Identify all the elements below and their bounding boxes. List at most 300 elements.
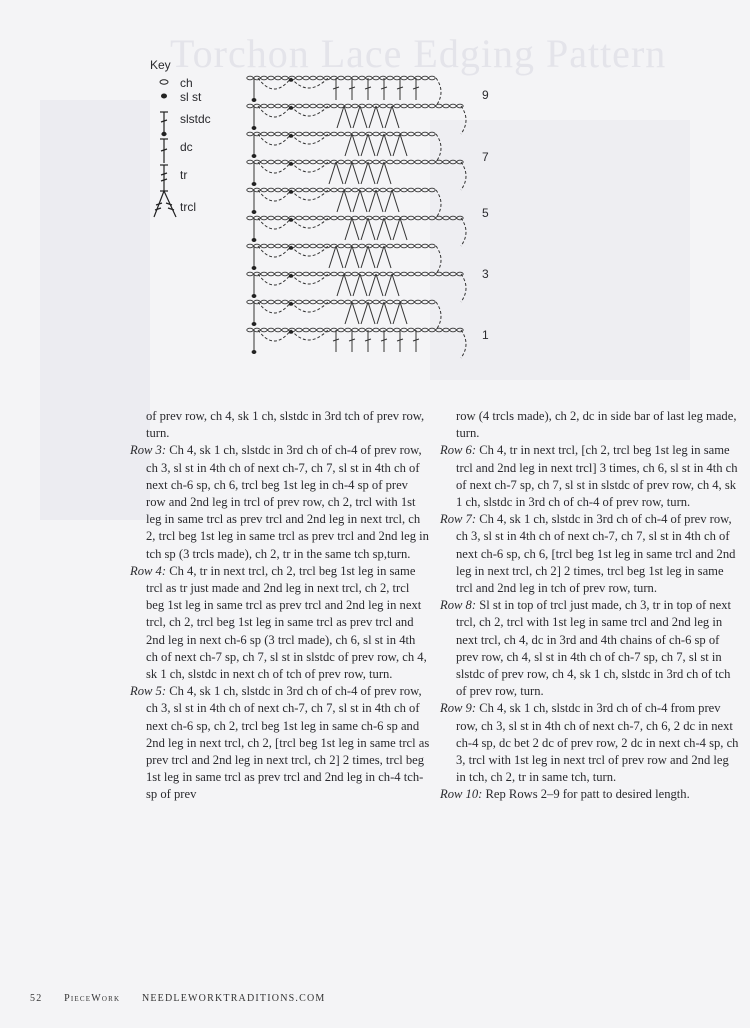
chain-stitch (247, 300, 253, 304)
trcl-leg (384, 162, 391, 184)
magazine-name: PieceWork (64, 993, 121, 1004)
chain-stitch (338, 160, 344, 164)
chain-stitch (345, 216, 351, 220)
chain-stitch (268, 76, 274, 80)
chain-stitch (373, 216, 379, 220)
chain-stitch (331, 216, 337, 220)
chain-stitch (352, 328, 358, 332)
key-label-slstdc: slstdc (180, 112, 211, 126)
chain-stitch (338, 328, 344, 332)
chain-stitch (401, 104, 407, 108)
chain-stitch (373, 132, 379, 136)
chain-stitch (401, 272, 407, 276)
chain-stitch (415, 132, 421, 136)
turning-chain (461, 274, 466, 302)
trcl-leg (336, 246, 343, 268)
chain-stitch (247, 76, 253, 80)
slip-stitch (252, 126, 257, 130)
trcl-leg (337, 274, 344, 296)
chain-stitch (247, 132, 253, 136)
chain-stitch (380, 272, 386, 276)
chain-stitch (380, 76, 386, 80)
chain-stitch (310, 160, 316, 164)
chain-stitch (275, 188, 281, 192)
chain-stitch (261, 160, 267, 164)
trcl-leg (400, 302, 407, 324)
trcl-leg (393, 218, 400, 240)
chain-stitch (261, 188, 267, 192)
row-text: Ch 4, tr in next trcl, [ch 2, trcl beg 1st leg in same trcl and 2nd leg in next trcl] 3 times, ch 6, sl st in 4th ch of next ch-7 sp, ch 7, sl st in slstdc of prev row, ch 4, sk 1 ch, slstdc in 3rd ch of ch-4 of prev row, turn. (456, 443, 738, 510)
chain-stitch (450, 272, 456, 276)
instructions-left-column (130, 408, 430, 804)
key-item-slstdc (150, 108, 220, 138)
chain-stitch (282, 132, 288, 136)
chain-stitch (443, 216, 449, 220)
row-label: Row 6: (440, 443, 477, 458)
chain-stitch (352, 188, 358, 192)
trcl-icon (150, 188, 180, 222)
instruction-paragraph (440, 700, 740, 786)
key-label-ch: ch (180, 76, 193, 90)
slip-stitch (252, 210, 257, 214)
turning-chain (436, 134, 441, 162)
chain-stitch (345, 76, 351, 80)
chain-stitch (422, 160, 428, 164)
row-number-3: 3 (482, 267, 489, 281)
chain-stitch (408, 300, 414, 304)
trcl-leg (329, 162, 336, 184)
chain-stitch (296, 160, 302, 164)
row-text: Rep Rows 2–9 for patt to desired length. (485, 787, 690, 802)
key-label-trcl: trcl (180, 200, 196, 214)
chain-stitch (261, 132, 267, 136)
trcl-leg (344, 274, 351, 296)
chain-stitch (310, 272, 316, 276)
chain-stitch (422, 244, 428, 248)
chain-stitch (303, 272, 309, 276)
chain-stitch (275, 216, 281, 220)
chain-stitch (296, 244, 302, 248)
trcl-leg (377, 134, 384, 156)
chain-stitch (422, 216, 428, 220)
chain-stitch (394, 272, 400, 276)
slip-stitch (289, 218, 293, 222)
chain-stitch (275, 300, 281, 304)
trcl-leg (345, 162, 352, 184)
chain-stitch (310, 216, 316, 220)
chain-stitch (366, 76, 372, 80)
row-text: Ch 4, sk 1 ch, slstdc in 3rd ch of ch-4 of prev row, ch 3, sl st in 4th ch of next ch-7, ch 7, sl st in 4th ch of next ch-6 sp, ch 2, trcl beg 1st leg in same ch-6 sp and 2nd leg in next trcl, ch 2, [trcl beg 1st leg in same trcl as prev trcl and 2nd leg in next trcl, ch 2] 2 times, trcl beg 1st leg in same trcl as prev trcl and 2nd leg in ch-4 tch-sp of prev (146, 684, 430, 802)
chain-stitch (359, 216, 365, 220)
chain-stitch (380, 132, 386, 136)
ch-icon (150, 76, 174, 90)
chain-stitch (401, 76, 407, 80)
slip-stitch (289, 162, 293, 166)
slstdc-icon (150, 108, 174, 138)
chain-stitch (422, 76, 428, 80)
chain-stitch (247, 216, 253, 220)
chain-stitch (282, 272, 288, 276)
chain-stitch (436, 272, 442, 276)
trcl-leg (360, 274, 367, 296)
chain-stitch (408, 104, 414, 108)
chain-stitch (345, 160, 351, 164)
chain-stitch (415, 216, 421, 220)
chain-stitch (394, 244, 400, 248)
chain-stitch (415, 272, 421, 276)
trcl-leg (377, 162, 384, 184)
chain-stitch (317, 300, 323, 304)
chain-stitch (401, 328, 407, 332)
chain-stitch (331, 272, 337, 276)
chain-stitch (408, 216, 414, 220)
chain-stitch (261, 216, 267, 220)
chain-stitch (380, 160, 386, 164)
chain-stitch (331, 132, 337, 136)
row-label: Row 5: (130, 684, 167, 699)
chain-stitch (373, 244, 379, 248)
chain-stitch (359, 160, 365, 164)
slip-stitch (252, 154, 257, 158)
turning-chain (461, 106, 466, 134)
trcl-leg (353, 106, 360, 128)
chain-stitch (352, 272, 358, 276)
slip-stitch (289, 274, 293, 278)
chain-stitch (338, 300, 344, 304)
slip-stitch (252, 294, 257, 298)
chain-stitch (303, 216, 309, 220)
chain-stitch (247, 104, 253, 108)
chain-stitch (282, 104, 288, 108)
chain-stitch (303, 244, 309, 248)
slip-stitch (289, 330, 293, 334)
chain-stitch (415, 188, 421, 192)
chain-stitch (359, 300, 365, 304)
trcl-leg (384, 246, 391, 268)
chain-stitch (408, 160, 414, 164)
chain-stitch (331, 300, 337, 304)
slip-stitch (252, 238, 257, 242)
instruction-paragraph (440, 511, 740, 597)
chain-stitch (373, 76, 379, 80)
row-label: Row 4: (130, 563, 167, 578)
trcl-leg (360, 106, 367, 128)
chain-stitch (261, 76, 267, 80)
chain-stitch (366, 188, 372, 192)
trcl-leg (392, 106, 399, 128)
ghost-title: Torchon Lace Edging Pattern (170, 31, 667, 76)
trcl-leg (369, 106, 376, 128)
chain-stitch (401, 216, 407, 220)
chain-stitch (338, 244, 344, 248)
chain-stitch (338, 216, 344, 220)
chain-stitch (408, 132, 414, 136)
chain-stitch (310, 328, 316, 332)
row-text: Sl st in top of trcl just made, ch 3, tr in top of next trcl, ch 2, trcl with 1st leg in same trcl and 2nd leg in next trcl, ch 4, dc in 3rd and 4th chains of ch-6 sp of prev row, ch 4, sl st in 4th ch of ch-7 sp, ch 7, sl st in slstdc of prev row, ch 4, sk 1 ch, slstdc in 3rd ch of tch of prev row, turn. (456, 598, 732, 699)
chain-stitch (247, 188, 253, 192)
chain-stitch (268, 104, 274, 108)
trcl-leg (377, 218, 384, 240)
trcl-leg (384, 302, 391, 324)
chain-stitch (261, 300, 267, 304)
chain-stitch (408, 272, 414, 276)
chain-stitch (359, 328, 365, 332)
chain-stitch (317, 216, 323, 220)
trcl-leg (377, 302, 384, 324)
chain-stitch (401, 160, 407, 164)
chain-stitch (366, 244, 372, 248)
chain-stitch (296, 132, 302, 136)
chain-stitch (275, 272, 281, 276)
row-text: row (4 trcls made), ch 2, dc in side bar of last leg made, turn. (456, 409, 737, 441)
slip-stitch (252, 266, 257, 270)
chain-stitch (303, 76, 309, 80)
turning-chain (436, 190, 441, 218)
trcl-leg (352, 302, 359, 324)
trcl-leg (344, 106, 351, 128)
chain-stitch (296, 188, 302, 192)
chain-stitch (443, 328, 449, 332)
chain-stitch (282, 160, 288, 164)
chain-stitch (429, 216, 435, 220)
trcl-leg (345, 218, 352, 240)
chain-stitch (317, 272, 323, 276)
chain-stitch (261, 328, 267, 332)
row-label: Row 10: (440, 787, 483, 802)
chain-stitch (268, 300, 274, 304)
instruction-paragraph (440, 442, 740, 511)
turning-chain (436, 78, 441, 106)
chain-stitch (275, 244, 281, 248)
chain-stitch (331, 188, 337, 192)
trcl-leg (368, 302, 375, 324)
chain-stitch (366, 272, 372, 276)
chain-stitch (275, 104, 281, 108)
chain-stitch (275, 132, 281, 136)
slip-stitch (252, 98, 257, 102)
chain-stitch (436, 328, 442, 332)
chain-stitch (296, 300, 302, 304)
chain-stitch (429, 104, 435, 108)
chain-stitch (380, 216, 386, 220)
key-item-trcl (150, 188, 220, 218)
chain-stitch (387, 244, 393, 248)
chain-stitch (247, 328, 253, 332)
chain-stitch (317, 188, 323, 192)
chain-stitch (268, 188, 274, 192)
trcl-leg (400, 134, 407, 156)
chain-stitch (429, 132, 435, 136)
chain-stitch (408, 328, 414, 332)
instruction-paragraph (440, 408, 740, 442)
row-number-9: 9 (482, 88, 489, 102)
chain-stitch (387, 328, 393, 332)
chain-stitch (387, 132, 393, 136)
trcl-leg (329, 246, 336, 268)
trcl-leg (345, 246, 352, 268)
chain-stitch (282, 216, 288, 220)
chain-stitch (387, 300, 393, 304)
website: NEEDLEWORKTRADITIONS.COM (141, 993, 326, 1004)
row-text: Ch 4, tr in next trcl, ch 2, trcl beg 1st leg in same trcl as tr just made and 2nd leg in next trcl, ch 2, trcl beg 1st leg in same trcl as prev trcl and 2nd leg in next trcl, ch 2, trcl beg 1st leg in same trcl as prev trcl and 2nd leg in next ch-6 sp (3 trcl made), ch 6, sl st in 4th ch of next ch-7 sp, ch 7, sl st in slstdc of prev row, ch 4, sk 1 ch, slstdc in next ch of tch of prev row, turn. (146, 563, 427, 682)
trcl-leg (384, 134, 391, 156)
chain-stitch (429, 188, 435, 192)
chain-stitch (373, 160, 379, 164)
chain-stitch (415, 300, 421, 304)
chain-stitch (296, 216, 302, 220)
row-text: Ch 4, sk 1 ch, slstdc in 3rd ch of ch-4 from prev row, ch 3, sl st in 4th ch of next ch-7, ch 6, 2 dc in next ch-4 sp, dc bet 2 dc of prev row, 2 dc in next ch-4 sp, ch 3, trcl with 1st leg in next trcl of prev row and 2nd leg in tch, ch 2, tr in same tch, turn. (456, 701, 739, 785)
chain-stitch (422, 104, 428, 108)
chain-stitch (429, 160, 435, 164)
key-label-tr: tr (180, 168, 188, 182)
row-label: Row 8: (440, 598, 477, 613)
slip-stitch (289, 246, 293, 250)
chain-stitch (408, 244, 414, 248)
trcl-leg (361, 302, 368, 324)
instruction-paragraph (130, 683, 430, 803)
slip-stitch (289, 190, 293, 194)
page-footer (30, 993, 343, 1004)
chain-stitch (317, 132, 323, 136)
chain-stitch (345, 132, 351, 136)
chain-stitch (401, 188, 407, 192)
chain-stitch (443, 104, 449, 108)
chain-stitch (275, 76, 281, 80)
chain-stitch (450, 160, 456, 164)
chain-stitch (247, 244, 253, 248)
trcl-leg (336, 162, 343, 184)
trcl-leg (400, 218, 407, 240)
chain-stitch (261, 244, 267, 248)
page-number: 52 (30, 993, 43, 1004)
chain-stitch (450, 216, 456, 220)
chain-stitch (380, 300, 386, 304)
turning-chain (461, 218, 466, 246)
chain-stitch (352, 104, 358, 108)
chain-stitch (247, 160, 253, 164)
chain-stitch (436, 160, 442, 164)
row-text: Ch 4, sk 1 ch, slstdc in 3rd ch of ch-4 of prev row, ch 3, sl st in 4th ch of next ch-7, ch 7, sl st in 4th ch of next ch-6 sp, ch 6, trcl beg 1st leg in ch-4 sp of prev row and 2nd leg in trcl of prev row, ch 2, trcl with 1st leg in same trcl as prev trcl and 2nd leg in next trcl, ch 2, trcl beg 1st leg in same trcl as prev trcl and 2nd leg in tch sp (3 trcls made), ch 2, tr in the same tch sp,turn. (146, 443, 429, 561)
chain-stitch (366, 104, 372, 108)
trcl-leg (352, 134, 359, 156)
chain-stitch (429, 328, 435, 332)
slip-stitch (252, 182, 257, 186)
chain-stitch (282, 76, 288, 80)
chain-stitch (359, 244, 365, 248)
chain-stitch (450, 328, 456, 332)
chain-stitch (268, 132, 274, 136)
chain-stitch (422, 300, 428, 304)
trcl-leg (345, 134, 352, 156)
chain-stitch (366, 216, 372, 220)
chain-stitch (261, 104, 267, 108)
chain-stitch (345, 328, 351, 332)
chain-stitch (380, 104, 386, 108)
chain-stitch (282, 328, 288, 332)
chain-stitch (422, 328, 428, 332)
trcl-leg (393, 134, 400, 156)
turning-chain (436, 246, 441, 274)
slip-stitch (289, 134, 293, 138)
chain-stitch (415, 160, 421, 164)
chain-stitch (422, 132, 428, 136)
chain-stitch (296, 76, 302, 80)
chain-stitch (380, 244, 386, 248)
chain-stitch (394, 188, 400, 192)
instruction-paragraph (130, 563, 430, 683)
trcl-leg (353, 274, 360, 296)
chain-stitch (303, 328, 309, 332)
row-text: of prev row, ch 4, sk 1 ch, slstdc in 3rd tch of prev row, turn. (146, 409, 425, 441)
chain-stitch (443, 160, 449, 164)
chain-stitch (282, 188, 288, 192)
trcl-leg (376, 274, 383, 296)
trcl-leg (361, 134, 368, 156)
turning-chain (461, 162, 466, 190)
chain-stitch (303, 188, 309, 192)
slip-stitch (252, 322, 257, 326)
key-title: Key (150, 58, 171, 72)
chain-stitch (317, 76, 323, 80)
chain-stitch (282, 300, 288, 304)
key-label-sl-st: sl st (180, 90, 202, 104)
turning-chain (436, 302, 441, 330)
chain-stitch (268, 216, 274, 220)
chain-stitch (401, 300, 407, 304)
chain-stitch (380, 328, 386, 332)
chain-stitch (275, 328, 281, 332)
chain-stitch (366, 132, 372, 136)
trcl-leg (385, 190, 392, 212)
row-label: Row 7: (440, 512, 477, 527)
trcl-leg (368, 246, 375, 268)
chain-stitch (310, 300, 316, 304)
chain-stitch (345, 300, 351, 304)
row-number-1: 1 (482, 328, 489, 342)
slip-stitch (289, 302, 293, 306)
chain-stitch (296, 104, 302, 108)
trcl-leg (353, 190, 360, 212)
chain-stitch (387, 160, 393, 164)
trcl-leg (369, 274, 376, 296)
trcl-leg (384, 218, 391, 240)
row-number-7: 7 (482, 150, 489, 164)
chain-stitch (415, 104, 421, 108)
chain-stitch (247, 272, 253, 276)
trcl-leg (393, 302, 400, 324)
trcl-leg (377, 246, 384, 268)
chain-stitch (345, 272, 351, 276)
chain-stitch (436, 216, 442, 220)
chain-stitch (275, 160, 281, 164)
trcl-leg (392, 274, 399, 296)
chain-stitch (394, 160, 400, 164)
chain-stitch (415, 244, 421, 248)
chain-stitch (317, 328, 323, 332)
chain-stitch (443, 272, 449, 276)
chain-stitch (387, 216, 393, 220)
trcl-leg (360, 190, 367, 212)
chain-stitch (366, 160, 372, 164)
chain-stitch (303, 104, 309, 108)
row-text: Ch 4, sk 1 ch, slstdc in 3rd ch of ch-4 of prev row, ch 3, sl st in 4th ch of next ch-7, ch 7, sl st in 4th ch of next ch-6 sp, ch 6, [trcl beg 1st leg in same trcl and 2nd leg in next trcl, ch 2] 2 times, trcl beg 1st leg in same trcl and 2nd leg in tch of prev row, turn. (456, 512, 736, 596)
chain-stitch (394, 76, 400, 80)
chain-stitch (401, 132, 407, 136)
trcl-leg (352, 162, 359, 184)
row-label: Row 9: (440, 701, 477, 716)
trcl-leg (385, 106, 392, 128)
chain-stitch (429, 272, 435, 276)
